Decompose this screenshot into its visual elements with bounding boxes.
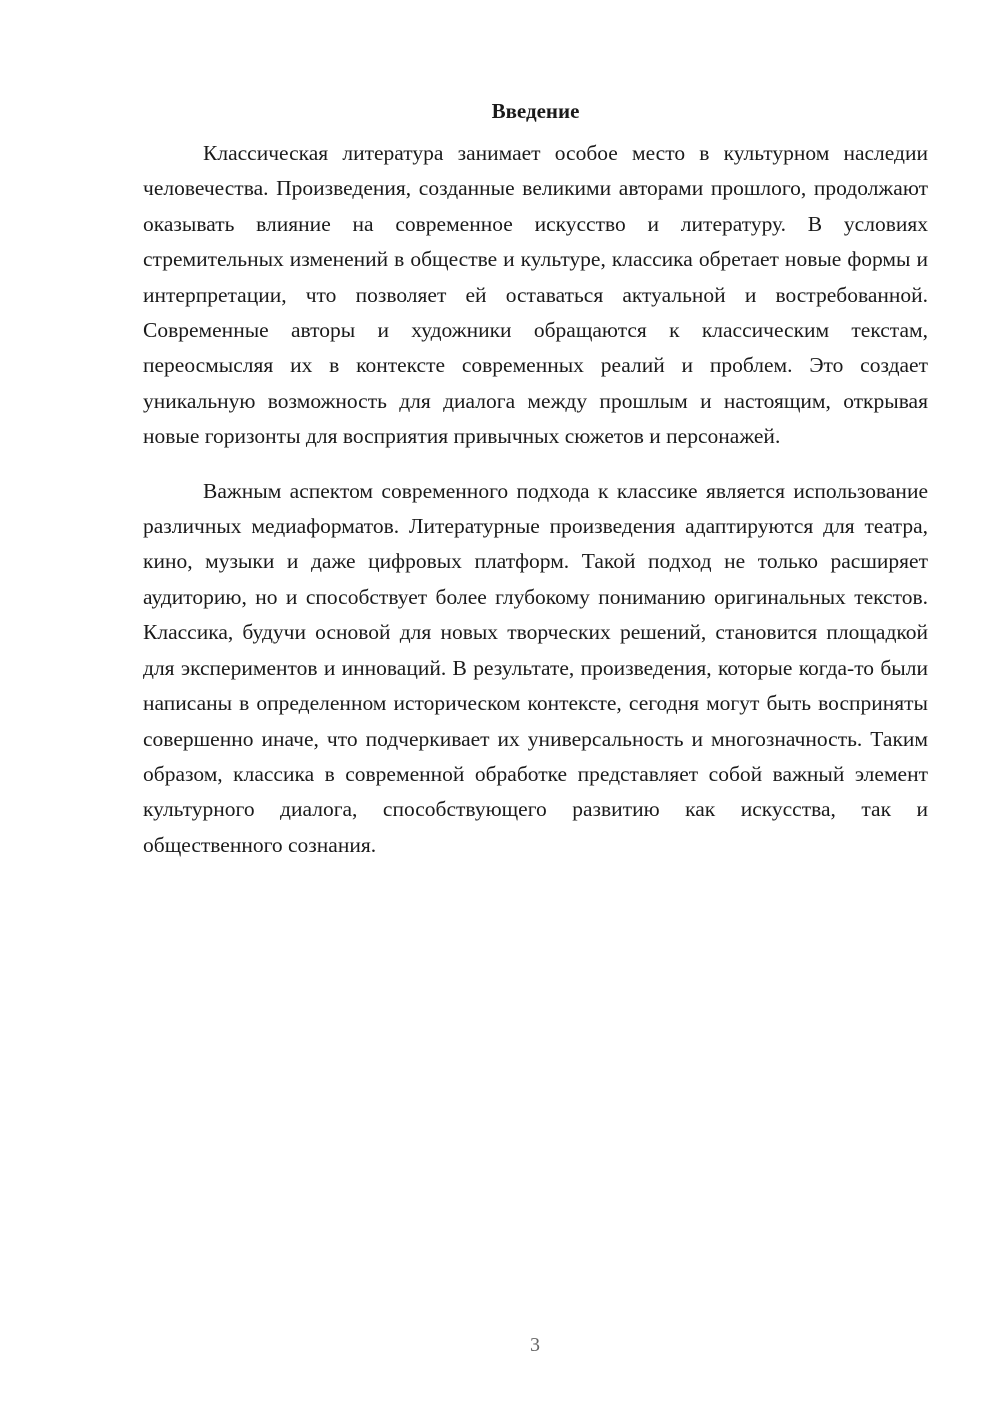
paragraph-1: Классическая литература занимает особое место в культурном наследии человечества. Произведения, созданные великими авторами прошлого, продолжают оказывать влияние на современное искусство и литературу. В условиях стремительных изменений в обществе и культуре, классика обретает новые формы и интерпретации, что позволяет ей оставаться актуальной и востребованной. Современные авторы и художники обращаются к классическим текстам, переосмысляя их в контексте современных реалий и проблем. Это создает уникальную возможность для диалога между прошлым и настоящим, открывая новые горизонты для восприятия привычных сюжетов и персонажей. [143,141,928,449]
section-title: Введение [491,99,580,123]
page-number: 3 [530,1334,540,1356]
page-content [143,96,928,863]
paragraph-2: Важным аспектом современного подхода к классике является использование различных медиаформатов. Литературные произведения адаптируются для театра, кино, музыки и даже цифровых платформ. Такой подход не только расширяет аудиторию, но и способствует более глубокому пониманию оригинальных текстов. Классика, будучи основой для новых творческих решений, становится площадкой для экспериментов и инноваций. В результате, произведения, которые когда-то были написаны в определенном историческом контексте, сегодня могут быть восприняты совершенно иначе, что подчеркивает их универсальность и многозначность. Таким образом, классика в современной обработке представляет собой важный элемент культурного диалога, способствующего развитию как искусства, так и общественного сознания. [143,478,928,857]
